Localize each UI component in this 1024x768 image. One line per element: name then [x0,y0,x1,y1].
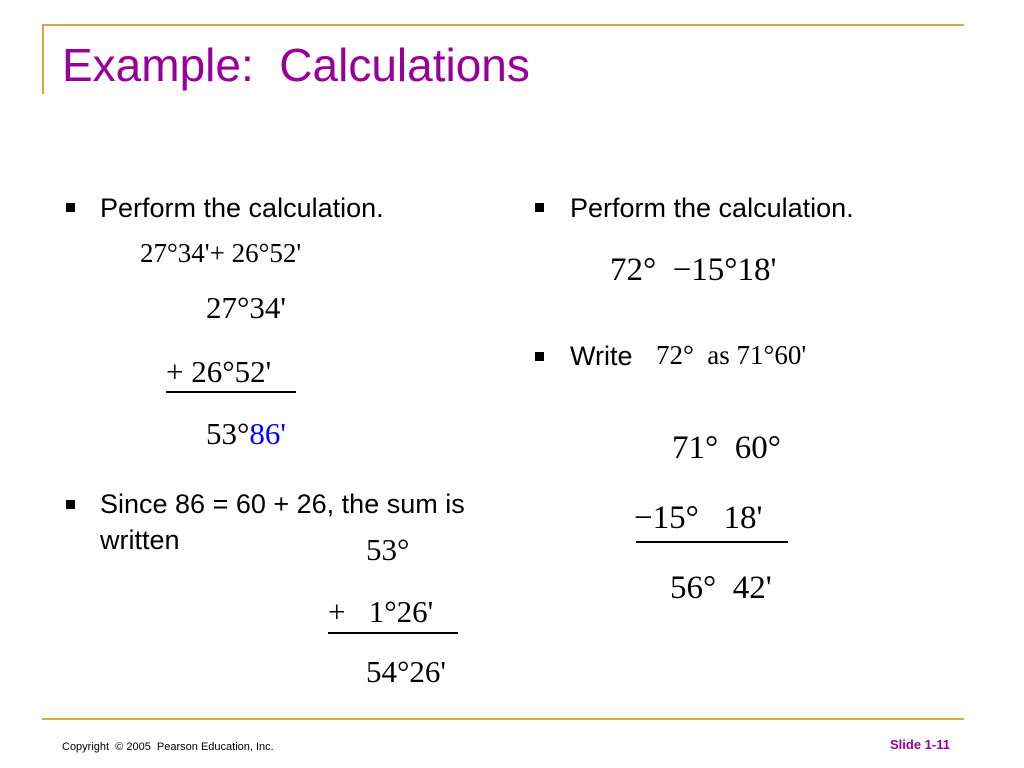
left-carry-result: 54°26' [366,654,446,689]
right-difference-rule [636,541,788,543]
right-problem-expression: 72° −15°18' [610,252,777,288]
top-frame-rule [42,24,964,26]
left-carry-row-1: 53° [366,532,410,567]
footer-rule [42,718,964,720]
left-problem-expression: 27°34'+ 26°52' [140,238,302,268]
left-bullet-2: Since 86 = 60 + 26, the sum is written [100,489,465,555]
right-subtrahend: −15° 18' [634,500,763,536]
left-sum-rule [166,391,296,393]
left-sum-minutes-highlight: 86' [249,416,286,451]
left-sum-degrees: 53° [206,416,250,451]
left-addend-2: + 26°52' [166,354,272,389]
right-bullet-1: Perform the calculation. [570,193,854,223]
page-title: Example: Calculations [62,39,530,91]
left-frame-rule [42,24,44,94]
left-bullet-1: Perform the calculation. [100,193,384,223]
bullet-marker [66,203,75,212]
left-carry-rule [328,632,458,634]
right-minuend: 71° 60° [672,430,781,466]
right-bullet-2-label: Write [570,341,633,371]
left-sum-result [206,418,286,449]
slide-number: Slide 1-11 [890,737,950,752]
bullet-marker [535,203,544,212]
right-difference-result: 56° 42' [670,570,772,606]
left-carry-row-2: + 1°26' [328,594,434,629]
right-bullet-2-expression: 72° as 71°60' [656,340,807,370]
left-addend-1: 27°34' [206,290,286,325]
bullet-marker [66,500,75,509]
footer-copyright: Copyright © 2005 Pearson Education, Inc. [62,741,274,753]
bullet-marker [535,352,544,361]
